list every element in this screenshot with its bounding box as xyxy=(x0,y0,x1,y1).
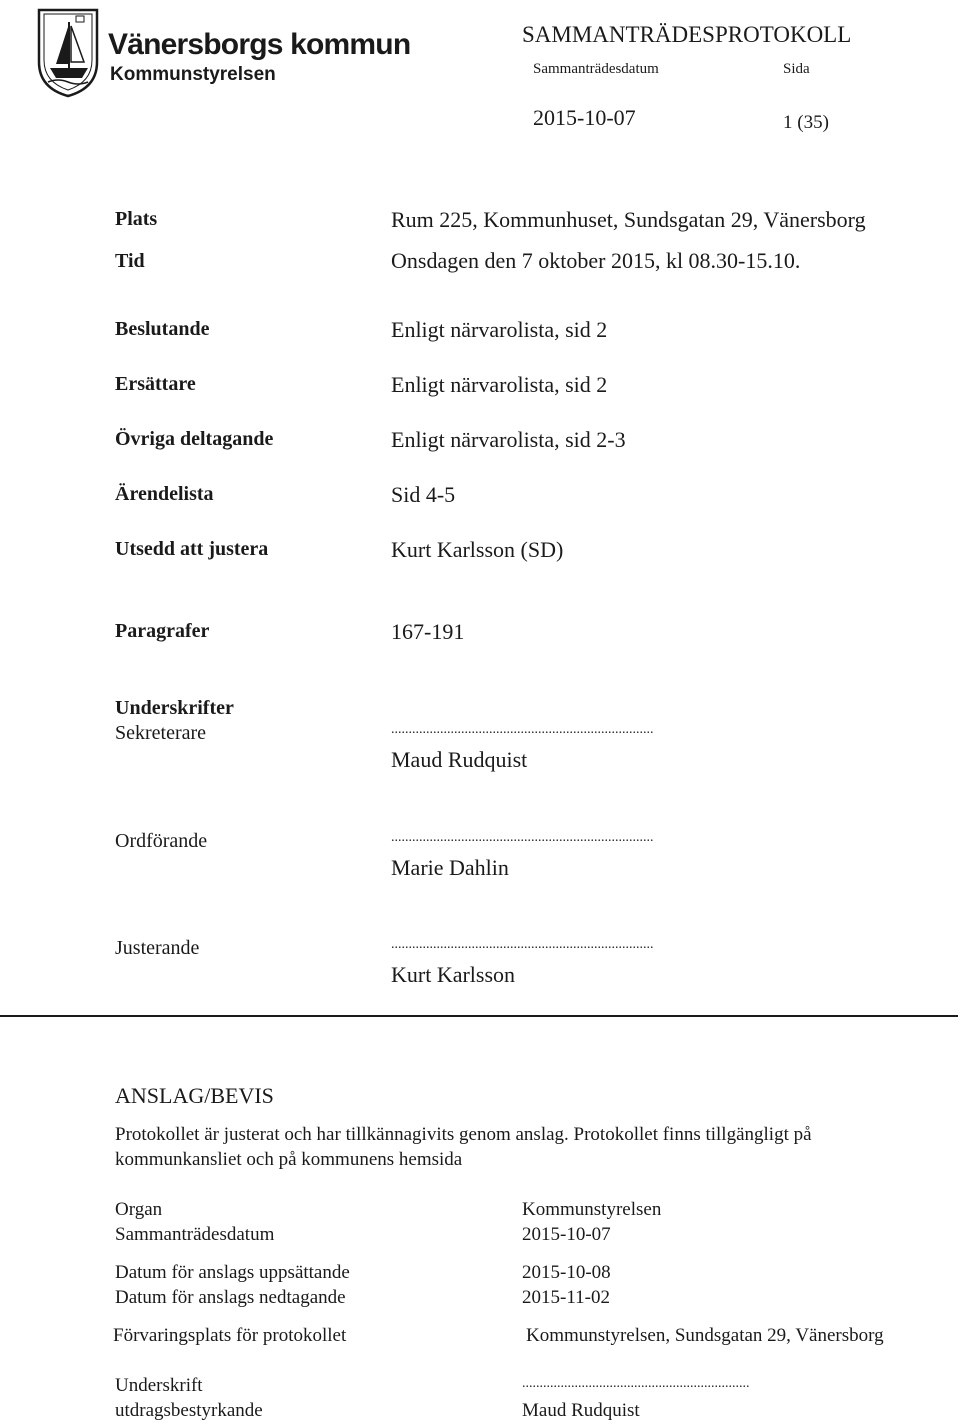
ersattare-value: Enligt närvarolista, sid 2 xyxy=(391,372,608,397)
paragrafer-label: Paragrafer xyxy=(115,620,210,642)
plats-value: Rum 225, Kommunhuset, Sundsgatan 29, Vänersborg xyxy=(391,207,866,232)
sekreterare-name: Maud Rudquist xyxy=(391,747,528,772)
justerande-label: Justerande xyxy=(115,937,200,959)
underskrift-name: Maud Rudquist xyxy=(522,1400,640,1421)
municipality-crest-icon xyxy=(36,2,100,98)
ordforande-label: Ordförande xyxy=(115,830,208,852)
justera-label: Utsedd att justera xyxy=(115,538,269,560)
underskrift-signature-line: ................................................................. xyxy=(522,1376,750,1391)
anslag-text-line2: kommunkansliet och på kommunens hemsida xyxy=(115,1149,463,1170)
justerande-name: Kurt Karlsson xyxy=(391,962,516,987)
section-divider xyxy=(0,1015,958,1017)
beslutande-label: Beslutande xyxy=(115,318,210,340)
sammantradesdatum-label: Sammanträdesdatum xyxy=(115,1224,275,1245)
nedtagande-value: 2015-11-02 xyxy=(522,1287,610,1308)
plats-label: Plats xyxy=(115,208,158,230)
tid-value: Onsdagen den 7 oktober 2015, kl 08.30-15.10. xyxy=(391,248,801,273)
organ-value: Kommunstyrelsen xyxy=(522,1199,662,1220)
page-label: Sida xyxy=(783,61,810,77)
sammantradesdatum-value: 2015-10-07 xyxy=(522,1224,611,1245)
municipality-name: Vänersborgs kommun xyxy=(108,28,411,61)
ordforande-name: Marie Dahlin xyxy=(391,855,509,880)
arendelista-value: Sid 4-5 xyxy=(391,482,456,507)
paragrafer-value: 167-191 xyxy=(391,619,465,644)
justerande-signature-line: ........................................................................... xyxy=(391,937,654,952)
underskrift-label-2: utdragsbestyrkande xyxy=(115,1400,263,1421)
tid-label: Tid xyxy=(115,250,145,272)
ordforande-signature-line: ........................................................................... xyxy=(391,830,654,845)
ovriga-value: Enligt närvarolista, sid 2-3 xyxy=(391,427,626,452)
nedtagande-label: Datum för anslags nedtagande xyxy=(115,1287,346,1308)
meeting-date-label: Sammanträdesdatum xyxy=(533,61,659,77)
underskrift-label-1: Underskrift xyxy=(115,1375,203,1396)
justera-value: Kurt Karlsson (SD) xyxy=(391,537,564,562)
sekreterare-label: Sekreterare xyxy=(115,722,207,744)
page-number: 1 (35) xyxy=(783,112,829,133)
arendelista-label: Ärendelista xyxy=(115,483,214,505)
forvaring-value: Kommunstyrelsen, Sundsgatan 29, Vänersborg xyxy=(526,1325,884,1346)
anslag-text-line1: Protokollet är justerat och har tillkännagivits genom anslag. Protokollet finns tillgängligt på xyxy=(115,1124,812,1145)
uppsattande-value: 2015-10-08 xyxy=(522,1262,611,1283)
sekreterare-signature-line: ........................................................................... xyxy=(391,722,654,737)
ersattare-label: Ersättare xyxy=(115,373,196,395)
organ-label: Organ xyxy=(115,1199,163,1220)
document-title: SAMMANTRÄDESPROTOKOLL xyxy=(522,22,852,47)
uppsattande-label: Datum för anslags uppsättande xyxy=(115,1262,350,1283)
beslutande-value: Enligt närvarolista, sid 2 xyxy=(391,317,608,342)
forvaring-label: Förvaringsplats för protokollet xyxy=(113,1325,347,1346)
signatures-heading: Underskrifter xyxy=(115,697,234,719)
anslag-heading: ANSLAG/BEVIS xyxy=(115,1083,274,1108)
ovriga-label: Övriga deltagande xyxy=(115,428,274,450)
meeting-date: 2015-10-07 xyxy=(533,105,636,130)
board-name: Kommunstyrelsen xyxy=(110,64,276,85)
